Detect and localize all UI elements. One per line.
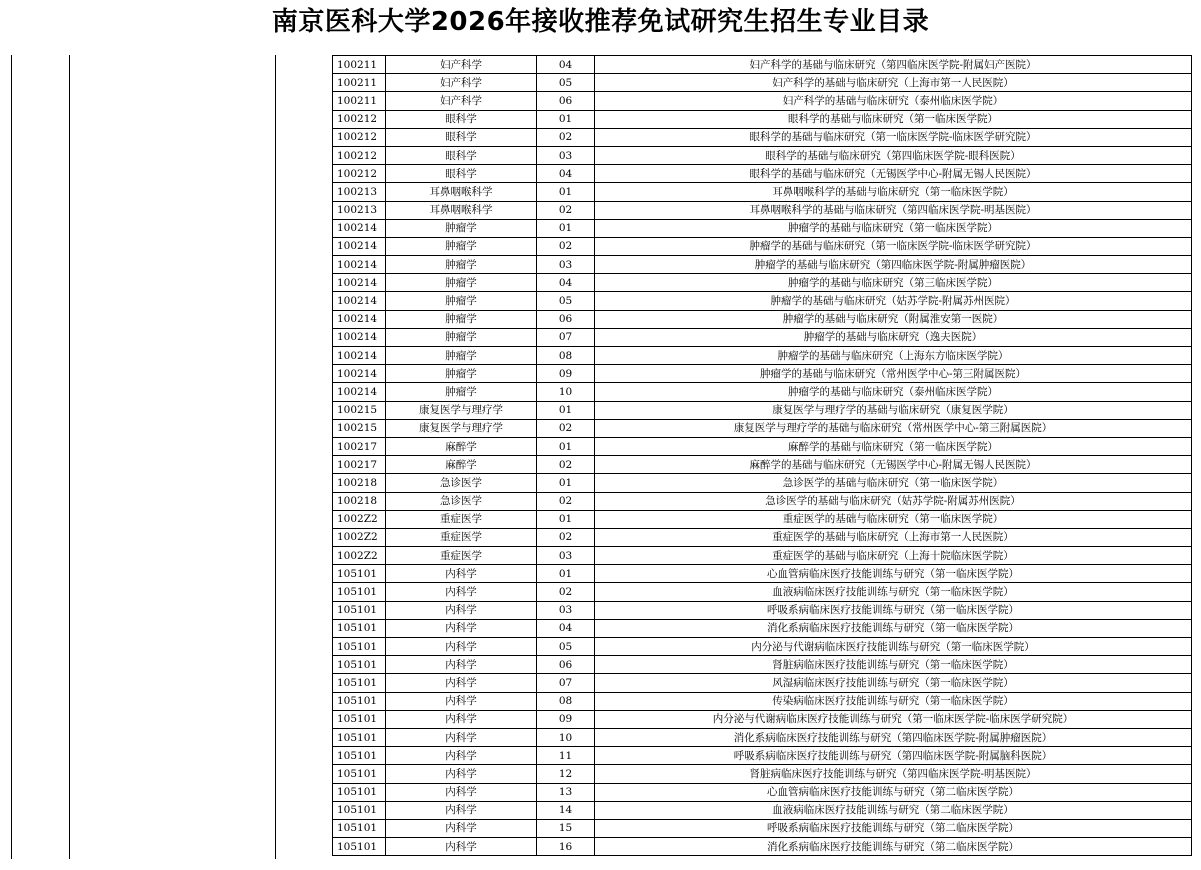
left-border-line — [11, 55, 12, 859]
research-direction-cell: 消化系病临床医疗技能训练与研究（第四临床医学院-附属肿瘤医院） — [595, 728, 1192, 746]
direction-code-cell: 01 — [537, 474, 595, 492]
major-code-cell: 105101 — [333, 638, 386, 656]
major-name-cell: 肿瘤学 — [386, 292, 537, 310]
catalog-table — [332, 55, 1192, 856]
research-direction-cell: 肿瘤学的基础与临床研究（姑苏学院-附属苏州医院） — [595, 292, 1192, 310]
table-row — [333, 583, 1192, 601]
direction-code-cell: 10 — [537, 728, 595, 746]
major-name-cell: 妇产科学 — [386, 74, 537, 92]
table-row — [333, 728, 1192, 746]
direction-code-cell: 16 — [537, 838, 595, 856]
research-direction-cell: 消化系病临床医疗技能训练与研究（第二临床医学院） — [595, 838, 1192, 856]
major-name-cell: 内科学 — [386, 710, 537, 728]
table-row — [333, 765, 1192, 783]
major-code-cell: 100213 — [333, 201, 386, 219]
major-name-cell: 肿瘤学 — [386, 237, 537, 255]
research-direction-cell: 麻醉学的基础与临床研究（无锡医学中心-附属无锡人民医院） — [595, 456, 1192, 474]
research-direction-cell: 肿瘤学的基础与临床研究（第一临床医学院-临床医学研究院） — [595, 237, 1192, 255]
table-row — [333, 256, 1192, 274]
research-direction-cell: 内分泌与代谢病临床医疗技能训练与研究（第一临床医学院） — [595, 638, 1192, 656]
major-code-cell: 100214 — [333, 256, 386, 274]
table-row — [333, 838, 1192, 856]
major-name-cell: 肿瘤学 — [386, 256, 537, 274]
major-name-cell: 内科学 — [386, 838, 537, 856]
table-row — [333, 437, 1192, 455]
research-direction-cell: 血液病临床医疗技能训练与研究（第二临床医学院） — [595, 801, 1192, 819]
table-row — [333, 383, 1192, 401]
major-name-cell: 内科学 — [386, 619, 537, 637]
major-code-cell: 105101 — [333, 601, 386, 619]
direction-code-cell: 01 — [537, 219, 595, 237]
research-direction-cell: 重症医学的基础与临床研究（上海市第一人民医院） — [595, 528, 1192, 546]
major-code-cell: 100212 — [333, 128, 386, 146]
major-code-cell: 105101 — [333, 656, 386, 674]
major-code-cell: 105101 — [333, 801, 386, 819]
table-row — [333, 365, 1192, 383]
major-name-cell: 肿瘤学 — [386, 274, 537, 292]
table-row — [333, 56, 1192, 74]
research-direction-cell: 康复医学与理疗学的基础与临床研究（常州医学中心-第三附属医院） — [595, 419, 1192, 437]
middle-column-line — [275, 55, 276, 859]
major-code-cell: 100213 — [333, 183, 386, 201]
research-direction-cell: 肿瘤学的基础与临床研究（逸夫医院） — [595, 328, 1192, 346]
major-code-cell: 1002Z2 — [333, 528, 386, 546]
direction-code-cell: 04 — [537, 619, 595, 637]
table-row — [333, 638, 1192, 656]
major-code-cell: 100217 — [333, 456, 386, 474]
research-direction-cell: 肿瘤学的基础与临床研究（常州医学中心-第三附属医院） — [595, 365, 1192, 383]
major-name-cell: 急诊医学 — [386, 492, 537, 510]
major-name-cell: 眼科学 — [386, 165, 537, 183]
table-row — [333, 74, 1192, 92]
major-code-cell: 100214 — [333, 219, 386, 237]
major-name-cell: 康复医学与理疗学 — [386, 401, 537, 419]
table-row — [333, 710, 1192, 728]
research-direction-cell: 肿瘤学的基础与临床研究（第一临床医学院） — [595, 219, 1192, 237]
major-name-cell: 肿瘤学 — [386, 328, 537, 346]
major-name-cell: 内科学 — [386, 819, 537, 837]
research-direction-cell: 内分泌与代谢病临床医疗技能训练与研究（第一临床医学院-临床医学研究院） — [595, 710, 1192, 728]
table-row — [333, 401, 1192, 419]
major-name-cell: 眼科学 — [386, 128, 537, 146]
direction-code-cell: 15 — [537, 819, 595, 837]
major-name-cell: 内科学 — [386, 692, 537, 710]
research-direction-cell: 呼吸系病临床医疗技能训练与研究（第二临床医学院） — [595, 819, 1192, 837]
table-row — [333, 419, 1192, 437]
table-row — [333, 619, 1192, 637]
major-code-cell: 105101 — [333, 819, 386, 837]
major-name-cell: 耳鼻咽喉科学 — [386, 183, 537, 201]
major-name-cell: 内科学 — [386, 583, 537, 601]
major-code-cell: 105101 — [333, 765, 386, 783]
direction-code-cell: 02 — [537, 528, 595, 546]
direction-code-cell: 01 — [537, 110, 595, 128]
major-code-cell: 100211 — [333, 74, 386, 92]
major-code-cell: 105101 — [333, 710, 386, 728]
direction-code-cell: 01 — [537, 437, 595, 455]
major-code-cell: 100217 — [333, 437, 386, 455]
major-name-cell: 内科学 — [386, 801, 537, 819]
table-row — [333, 656, 1192, 674]
major-name-cell: 内科学 — [386, 783, 537, 801]
major-code-cell: 100214 — [333, 292, 386, 310]
direction-code-cell: 03 — [537, 547, 595, 565]
direction-code-cell: 09 — [537, 365, 595, 383]
major-name-cell: 内科学 — [386, 765, 537, 783]
research-direction-cell: 心血管病临床医疗技能训练与研究（第二临床医学院） — [595, 783, 1192, 801]
major-name-cell: 重症医学 — [386, 547, 537, 565]
table-row — [333, 456, 1192, 474]
research-direction-cell: 心血管病临床医疗技能训练与研究（第一临床医学院） — [595, 565, 1192, 583]
research-direction-cell: 急诊医学的基础与临床研究（姑苏学院-附属苏州医院） — [595, 492, 1192, 510]
major-name-cell: 内科学 — [386, 656, 537, 674]
major-code-cell: 105101 — [333, 692, 386, 710]
research-direction-cell: 肿瘤学的基础与临床研究（第三临床医学院） — [595, 274, 1192, 292]
direction-code-cell: 06 — [537, 92, 595, 110]
research-direction-cell: 消化系病临床医疗技能训练与研究（第一临床医学院） — [595, 619, 1192, 637]
major-name-cell: 内科学 — [386, 638, 537, 656]
direction-code-cell: 06 — [537, 310, 595, 328]
table-row — [333, 128, 1192, 146]
major-code-cell: 105101 — [333, 783, 386, 801]
direction-code-cell: 13 — [537, 783, 595, 801]
major-code-cell: 105101 — [333, 674, 386, 692]
table-row — [333, 328, 1192, 346]
direction-code-cell: 02 — [537, 201, 595, 219]
major-name-cell: 内科学 — [386, 728, 537, 746]
table-row — [333, 783, 1192, 801]
major-name-cell: 耳鼻咽喉科学 — [386, 201, 537, 219]
research-direction-cell: 肿瘤学的基础与临床研究（第四临床医学院-附属肿瘤医院） — [595, 256, 1192, 274]
table-row — [333, 801, 1192, 819]
major-code-cell: 100212 — [333, 165, 386, 183]
table-row — [333, 201, 1192, 219]
major-code-cell: 100218 — [333, 492, 386, 510]
major-code-cell: 105101 — [333, 838, 386, 856]
research-direction-cell: 肾脏病临床医疗技能训练与研究（第一临床医学院） — [595, 656, 1192, 674]
table-row — [333, 92, 1192, 110]
research-direction-cell: 耳鼻咽喉科学的基础与临床研究（第四临床医学院-明基医院） — [595, 201, 1192, 219]
major-name-cell: 重症医学 — [386, 528, 537, 546]
table-row — [333, 601, 1192, 619]
research-direction-cell: 眼科学的基础与临床研究（第一临床医学院） — [595, 110, 1192, 128]
direction-code-cell: 03 — [537, 601, 595, 619]
catalog-table-body — [333, 56, 1192, 856]
page-title: 南京医科大学2026年接收推荐免试研究生招生专业目录 — [271, 7, 930, 37]
direction-code-cell: 06 — [537, 656, 595, 674]
major-code-cell: 1002Z2 — [333, 510, 386, 528]
research-direction-cell: 急诊医学的基础与临床研究（第一临床医学院） — [595, 474, 1192, 492]
table-row — [333, 274, 1192, 292]
major-code-cell: 100215 — [333, 419, 386, 437]
direction-code-cell: 09 — [537, 710, 595, 728]
table-row — [333, 146, 1192, 164]
major-name-cell: 内科学 — [386, 747, 537, 765]
table-row — [333, 219, 1192, 237]
research-direction-cell: 呼吸系病临床医疗技能训练与研究（第四临床医学院-附属脑科医院） — [595, 747, 1192, 765]
direction-code-cell: 08 — [537, 347, 595, 365]
major-name-cell: 妇产科学 — [386, 56, 537, 74]
direction-code-cell: 12 — [537, 765, 595, 783]
left-column-line — [69, 55, 70, 859]
major-code-cell: 100211 — [333, 56, 386, 74]
table-row — [333, 674, 1192, 692]
major-name-cell: 眼科学 — [386, 110, 537, 128]
direction-code-cell: 03 — [537, 146, 595, 164]
research-direction-cell: 耳鼻咽喉科学的基础与临床研究（第一临床医学院） — [595, 183, 1192, 201]
major-code-cell: 100214 — [333, 328, 386, 346]
table-row — [333, 474, 1192, 492]
major-code-cell: 105101 — [333, 619, 386, 637]
direction-code-cell: 10 — [537, 383, 595, 401]
major-code-cell: 105101 — [333, 565, 386, 583]
major-name-cell: 肿瘤学 — [386, 365, 537, 383]
research-direction-cell: 肾脏病临床医疗技能训练与研究（第四临床医学院-明基医院） — [595, 765, 1192, 783]
major-code-cell: 100214 — [333, 310, 386, 328]
direction-code-cell: 02 — [537, 492, 595, 510]
major-code-cell: 1002Z2 — [333, 547, 386, 565]
major-name-cell: 麻醉学 — [386, 437, 537, 455]
research-direction-cell: 血液病临床医疗技能训练与研究（第一临床医学院） — [595, 583, 1192, 601]
research-direction-cell: 传染病临床医疗技能训练与研究（第一临床医学院） — [595, 692, 1192, 710]
major-code-cell: 100215 — [333, 401, 386, 419]
major-code-cell: 100214 — [333, 274, 386, 292]
research-direction-cell: 妇产科学的基础与临床研究（泰州临床医学院） — [595, 92, 1192, 110]
major-code-cell: 105101 — [333, 728, 386, 746]
table-row — [333, 110, 1192, 128]
table-row — [333, 547, 1192, 565]
direction-code-cell: 08 — [537, 692, 595, 710]
direction-code-cell: 04 — [537, 165, 595, 183]
direction-code-cell: 02 — [537, 237, 595, 255]
major-code-cell: 100212 — [333, 110, 386, 128]
major-code-cell: 100214 — [333, 237, 386, 255]
research-direction-cell: 重症医学的基础与临床研究（上海十院临床医学院） — [595, 547, 1192, 565]
direction-code-cell: 01 — [537, 510, 595, 528]
major-name-cell: 肿瘤学 — [386, 347, 537, 365]
table-row — [333, 747, 1192, 765]
direction-code-cell: 05 — [537, 74, 595, 92]
research-direction-cell: 妇产科学的基础与临床研究（第四临床医学院-附属妇产医院） — [595, 56, 1192, 74]
major-code-cell: 105101 — [333, 583, 386, 601]
major-name-cell: 妇产科学 — [386, 92, 537, 110]
major-name-cell: 内科学 — [386, 601, 537, 619]
major-name-cell: 内科学 — [386, 674, 537, 692]
direction-code-cell: 04 — [537, 56, 595, 74]
major-name-cell: 肿瘤学 — [386, 219, 537, 237]
major-code-cell: 105101 — [333, 747, 386, 765]
direction-code-cell: 07 — [537, 328, 595, 346]
table-row — [333, 692, 1192, 710]
direction-code-cell: 02 — [537, 583, 595, 601]
major-code-cell: 100211 — [333, 92, 386, 110]
major-code-cell: 100214 — [333, 365, 386, 383]
major-name-cell: 重症医学 — [386, 510, 537, 528]
major-name-cell: 康复医学与理疗学 — [386, 419, 537, 437]
direction-code-cell: 02 — [537, 128, 595, 146]
table-row — [333, 237, 1192, 255]
research-direction-cell: 眼科学的基础与临床研究（第四临床医学院-眼科医院） — [595, 146, 1192, 164]
research-direction-cell: 呼吸系病临床医疗技能训练与研究（第一临床医学院） — [595, 601, 1192, 619]
research-direction-cell: 重症医学的基础与临床研究（第一临床医学院） — [595, 510, 1192, 528]
table-row — [333, 165, 1192, 183]
direction-code-cell: 01 — [537, 565, 595, 583]
major-name-cell: 肿瘤学 — [386, 310, 537, 328]
research-direction-cell: 麻醉学的基础与临床研究（第一临床医学院） — [595, 437, 1192, 455]
major-name-cell: 麻醉学 — [386, 456, 537, 474]
direction-code-cell: 04 — [537, 274, 595, 292]
major-name-cell: 内科学 — [386, 565, 537, 583]
research-direction-cell: 眼科学的基础与临床研究（无锡医学中心-附属无锡人民医院） — [595, 165, 1192, 183]
major-code-cell: 100214 — [333, 383, 386, 401]
direction-code-cell: 02 — [537, 456, 595, 474]
table-row — [333, 528, 1192, 546]
major-code-cell: 100218 — [333, 474, 386, 492]
research-direction-cell: 肿瘤学的基础与临床研究（附属淮安第一医院） — [595, 310, 1192, 328]
direction-code-cell: 11 — [537, 747, 595, 765]
research-direction-cell: 康复医学与理疗学的基础与临床研究（康复医学院） — [595, 401, 1192, 419]
research-direction-cell: 肿瘤学的基础与临床研究（泰州临床医学院） — [595, 383, 1192, 401]
direction-code-cell: 07 — [537, 674, 595, 692]
table-row — [333, 565, 1192, 583]
direction-code-cell: 03 — [537, 256, 595, 274]
direction-code-cell: 05 — [537, 638, 595, 656]
major-code-cell: 100212 — [333, 146, 386, 164]
direction-code-cell: 01 — [537, 401, 595, 419]
table-row — [333, 183, 1192, 201]
research-direction-cell: 风湿病临床医疗技能训练与研究（第一临床医学院） — [595, 674, 1192, 692]
table-row — [333, 819, 1192, 837]
major-code-cell: 100214 — [333, 347, 386, 365]
research-direction-cell: 肿瘤学的基础与临床研究（上海东方临床医学院） — [595, 347, 1192, 365]
table-row — [333, 310, 1192, 328]
major-name-cell: 眼科学 — [386, 146, 537, 164]
table-row — [333, 292, 1192, 310]
table-row — [333, 347, 1192, 365]
direction-code-cell: 14 — [537, 801, 595, 819]
research-direction-cell: 眼科学的基础与临床研究（第一临床医学院-临床医学研究院） — [595, 128, 1192, 146]
major-name-cell: 急诊医学 — [386, 474, 537, 492]
direction-code-cell: 05 — [537, 292, 595, 310]
major-name-cell: 肿瘤学 — [386, 383, 537, 401]
table-row — [333, 492, 1192, 510]
direction-code-cell: 01 — [537, 183, 595, 201]
direction-code-cell: 02 — [537, 419, 595, 437]
table-row — [333, 510, 1192, 528]
research-direction-cell: 妇产科学的基础与临床研究（上海市第一人民医院） — [595, 74, 1192, 92]
